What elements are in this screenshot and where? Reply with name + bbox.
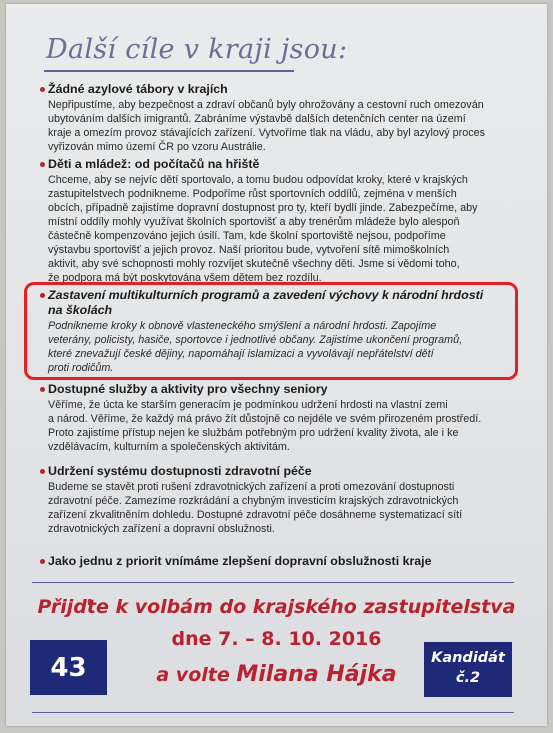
section-body [48, 173, 518, 285]
section-healthcare [28, 464, 518, 536]
section-title: Udržení systému dostupnosti zdravotní péče [48, 464, 312, 478]
body-line: Nepřipustíme, aby bezpečnost a zdraví občanů byly ohrožovány a cestovní ruch omezován [48, 99, 484, 111]
section-title: Jako jednu z priorit vnímáme zlepšení dopravní obslužnosti kraje [48, 554, 432, 568]
body-line: zdravotní péče. Zamezíme rozkrádání a chybným investicím krajských zdravotnických [48, 495, 459, 507]
candidate-label: Kandidát [431, 650, 505, 666]
body-line: Věříme, že úcta ke starším generacím je podmínkou udržení hrdosti na vlastní zemi [48, 399, 448, 411]
section-transport [28, 554, 518, 569]
section-body [48, 319, 518, 375]
section-body [48, 480, 518, 536]
divider-bottom [32, 712, 514, 713]
bullet-dot [40, 293, 45, 298]
body-line: místní oddíly mohly využívat školních sportovišť a aby trenérům mládeže bylo alespoň [48, 216, 460, 228]
body-line: veterány, policisty, hasiče, sportovce i jednotlivé občany. Zajistíme ukončení programů, [48, 334, 463, 346]
heading-underline [44, 70, 294, 72]
section-title: Děti a mládež: od počítačů na hřiště [48, 157, 260, 171]
title-line: na školách [48, 303, 113, 317]
candidate-rank: č.2 [455, 670, 481, 686]
footer-election-date: dne 7. – 8. 10. 2016 [171, 628, 382, 650]
body-line: a národ. Věříme, že každý má právo žít důstojně co nejdéle ve svém přirozeném prostředí. [48, 413, 482, 425]
body-line: aktivit, aby své schopnosti mohly rozvíjet skutečně všechny děti. Jsme si vědomi toho, [48, 258, 460, 270]
body-line: proti rodičům. [48, 362, 114, 374]
bullet-dot [40, 87, 45, 92]
section-youth [28, 157, 518, 285]
body-line: zdravotnických zařízení a dopravní obslužnosti. [48, 523, 275, 535]
body-line: Budeme se stavět proti rušení zdravotnických zařízení a proti omezování dostupnosti [48, 481, 455, 493]
page-heading: Další cíle v kraji jsou: [46, 34, 348, 65]
candidate-rank-badge [424, 642, 512, 697]
body-line: vzdělávacím, kulturním a společenských aktivitám. [48, 441, 290, 453]
section-title [48, 288, 518, 318]
ballot-number-badge: 43 [30, 640, 107, 695]
body-line: Chceme, aby se nejvíc dětí sportovalo, a tomu budou odpovídat kroky, které v krajských [48, 174, 468, 186]
body-line: částečně kompenzováno jejich úsilí. Tam, kde školní sportoviště nejsou, podpoříme [48, 230, 446, 242]
body-line: zastupitelstvech podnikneme. Podpoříme růst sportovních oddílů, zejména v menších [48, 188, 457, 200]
body-line: obcích, případně zajistíme dopravní dostupnost pro ty, kteří bydlí jinde. Zabezpečíme, aby [48, 202, 478, 214]
bullet-dot [40, 559, 45, 564]
section-title: Žádné azylové tábory v krajích [48, 82, 228, 96]
body-line: že podpora má být poskytována všem dětem bez rozdílu. [48, 272, 322, 284]
section-multicultural [28, 288, 518, 375]
body-line: Proto zajistíme přístup nejen ke službám potřebným pro udržení kvality života, ale i ke [48, 427, 459, 439]
bullet-dot [40, 162, 45, 167]
section-asylum [28, 82, 518, 154]
body-line: Podnikneme kroky k obnově vlasteneckého smýšlení a národní hrdosti. Zapojíme [48, 320, 437, 332]
leaflet-page [6, 4, 547, 726]
body-line: které znevažují české dějiny, napomáhají islamizaci a vyvolávají nepřátelství dětí [48, 348, 434, 360]
title-line: Zastavení multikulturních programů a zavedení výchovy k národní hrdosti [48, 288, 484, 302]
body-line: výstavbu sportovišť a jejich provoz. Naší prioritou bude, vytvoření sítě mimoškolních [48, 244, 450, 256]
candidate-name: Milana Hájka [236, 662, 397, 687]
bullet-dot [40, 387, 45, 392]
section-body [48, 398, 518, 454]
footer-call-to-vote: Přijďte k volbám do krajského zastupitelstva [37, 596, 516, 618]
vote-prefix: a volte [156, 664, 237, 686]
divider-top [32, 582, 514, 583]
body-line: vyřizován mimo území ČR po vzoru Austrálie. [48, 141, 266, 153]
section-seniors [28, 382, 518, 454]
body-line: ubytováním dalších imigrantů. Zabráníme výstavbě dalších detenčních center na území [48, 113, 466, 125]
body-line: kraje a omezím provoz stávajících zařízení. Vytvoříme tlak na vládu, aby byl azylový proces [48, 127, 486, 139]
section-body [48, 98, 518, 154]
body-line: zařízení zkvalitněním dohledu. Dostupné zdravotní péče dosáhneme systematizací sítí [48, 509, 463, 521]
section-title: Dostupné služby a aktivity pro všechny seniory [48, 382, 328, 396]
bullet-dot [40, 469, 45, 474]
